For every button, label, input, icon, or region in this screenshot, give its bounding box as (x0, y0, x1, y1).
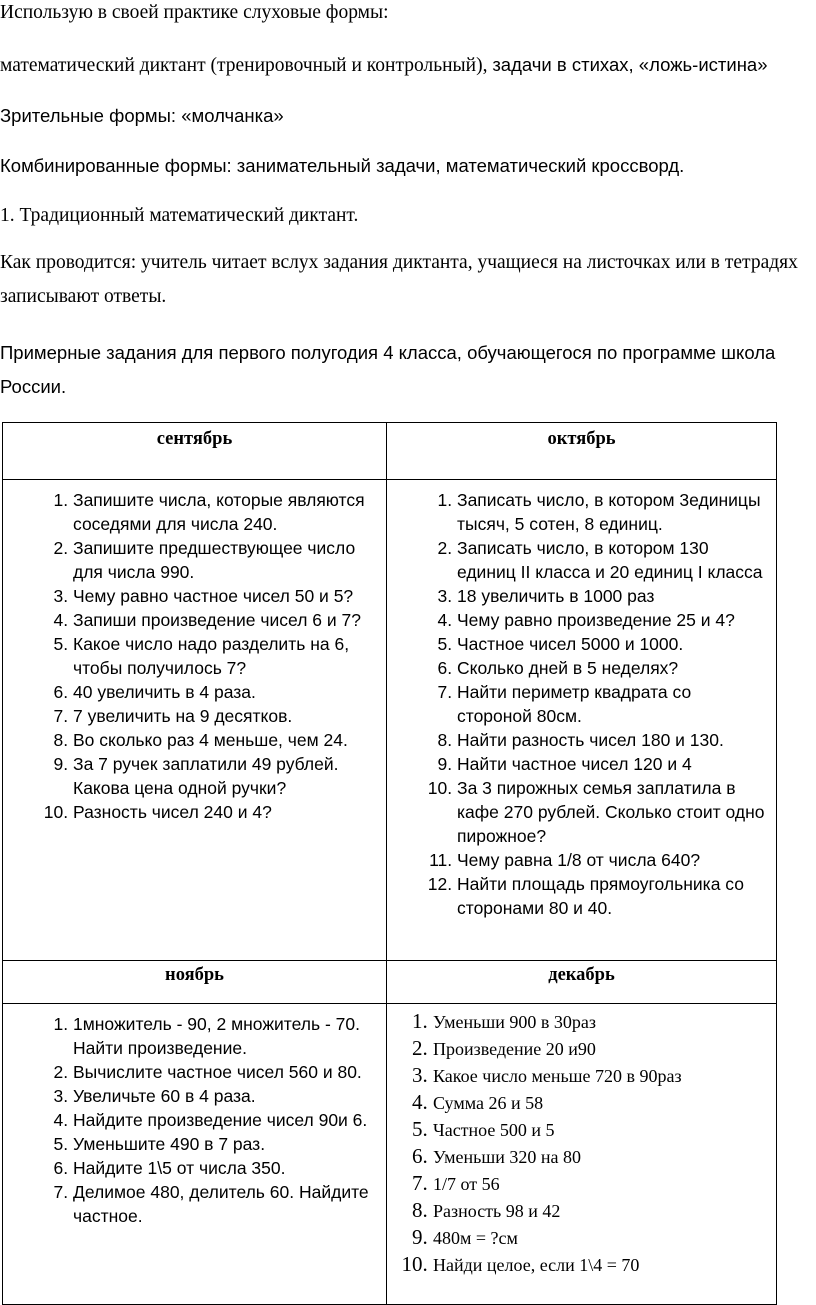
list-item: 9. 480м = ?см (433, 1224, 776, 1251)
list-item: 8. Во сколько раз 4 меньше, чем 24. (73, 728, 373, 752)
list-item: 2. Произведение 20 и90 (433, 1035, 776, 1062)
list-item: 4. Чему равно произведение 25 и 4? (457, 608, 767, 632)
list-item: 6. Сколько дней в 5 неделях? (457, 656, 767, 680)
list-item: 5. Какое число надо разделить на 6, чтобы получилось 7? (73, 632, 373, 680)
table-header-row (3, 961, 777, 1004)
header-september: сентябрь (3, 423, 387, 480)
list-item: 1. 1множитель - 90, 2 множитель - 70. Найти произведение. (73, 1012, 373, 1060)
cell-december-tasks (387, 1004, 777, 1305)
list-item: 4. Найдите произведение чисел 90и 6. (73, 1108, 373, 1132)
list-item: 6. Уменьши 320 на 80 (433, 1143, 776, 1170)
cell-november-tasks (3, 1004, 387, 1305)
intro-line-dictation-types (0, 53, 768, 78)
intro-line-auditory-forms: Использую в своей практике слуховые формы: (0, 2, 389, 23)
intro-line-section-heading: 1. Традиционный математический диктант. (0, 205, 359, 226)
list-item: 2. Вычислите частное чисел 560 и 80. (73, 1060, 373, 1084)
dictation-tasks-table (2, 422, 777, 1305)
intro-paragraph-sample-tasks: Примерные задания для первого полугодия 4 класса, обучающегося по программе школа России. (0, 342, 776, 397)
cell-october-tasks (387, 480, 777, 961)
october-task-list (387, 488, 767, 920)
list-item: 5. Частное чисел 5000 и 1000. (457, 632, 767, 656)
intro-line-combined-forms: Комбинированные формы: занимательный задачи, математический кроссворд. (0, 155, 685, 176)
list-item: 4. Сумма 26 и 58 (433, 1089, 776, 1116)
header-november: ноябрь (3, 961, 387, 1004)
list-item: 9. За 7 ручек заплатили 49 рублей. Какова цена одной ручки? (73, 752, 373, 800)
list-item: 12. Найти площадь прямоугольника со сторонами 80 и 40. (457, 872, 767, 920)
list-item: 9. Найти частное чисел 120 и 4 (457, 752, 767, 776)
list-item: 2. Запишите предшествующее число для числа 990. (73, 536, 373, 584)
table-header-row (3, 423, 777, 480)
list-item: 1. Запишите числа, которые являются соседями для числа 240. (73, 488, 373, 536)
header-october: октябрь (387, 423, 777, 480)
list-item: 8. Найти разность чисел 180 и 130. (457, 728, 767, 752)
list-item: 3. Какое число меньше 720 в 90раз (433, 1062, 776, 1089)
table-row (3, 1004, 777, 1305)
intro-line-dictation-end: задачи в стихах, «ложь-истина» (492, 54, 768, 75)
intro-paragraph-how-conducted: Как проводится: учитель читает вслух задания диктанта, учащиеся на листочках или в тетрадях записывают ответы. (0, 252, 798, 307)
list-item: 7. 7 увеличить на 9 десятков. (73, 704, 373, 728)
list-item: 7. 1/7 от 56 (433, 1170, 776, 1197)
september-task-list (3, 488, 373, 824)
table-row (3, 480, 777, 961)
list-item: 5. Уменьшите 490 в 7 раз. (73, 1132, 373, 1156)
list-item: 2. Записать число, в котором 130 единиц II класса и 20 единиц I класса (457, 536, 767, 584)
list-item: 5. Частное 500 и 5 (433, 1116, 776, 1143)
list-item: 1. Записать число, в котором 3единицы тысяч, 5 сотен, 8 единиц. (457, 488, 767, 536)
intro-line-dictation-start: математический диктант (тренировочный и контрольный), (0, 55, 493, 76)
list-item: 1. Уменьши 900 в 30раз (433, 1008, 776, 1035)
list-item: 8. Разность 98 и 42 (433, 1197, 776, 1224)
november-task-list (3, 1012, 373, 1228)
list-item: 6. 40 увеличить в 4 раза. (73, 680, 373, 704)
list-item: 10. Разность чисел 240 и 4? (73, 800, 373, 824)
header-december: декабрь (387, 961, 777, 1004)
list-item: 11. Чему равна 1/8 от числа 640? (457, 848, 767, 872)
cell-september-tasks (3, 480, 387, 961)
list-item: 3. 18 увеличить в 1000 раз (457, 584, 767, 608)
december-task-list (387, 1008, 776, 1278)
list-item: 10. За 3 пирожных семья заплатила в кафе 270 рублей. Сколько стоит одно пирожное? (457, 776, 767, 848)
list-item: 3. Увеличьте 60 в 4 раза. (73, 1084, 373, 1108)
list-item: 3. Чему равно частное чисел 50 и 5? (73, 584, 373, 608)
intro-line-visual-forms: Зрительные формы: «молчанка» (0, 105, 284, 126)
list-item: 6. Найдите 1\5 от числа 350. (73, 1156, 373, 1180)
list-item: 7. Делимое 480, делитель 60. Найдите частное. (73, 1180, 373, 1228)
list-item: 7. Найти периметр квадрата со стороной 80см. (457, 680, 767, 728)
list-item: 4. Запиши произведение чисел 6 и 7? (73, 608, 373, 632)
list-item: 10. Найди целое, если 1\4 = 70 (433, 1251, 776, 1278)
